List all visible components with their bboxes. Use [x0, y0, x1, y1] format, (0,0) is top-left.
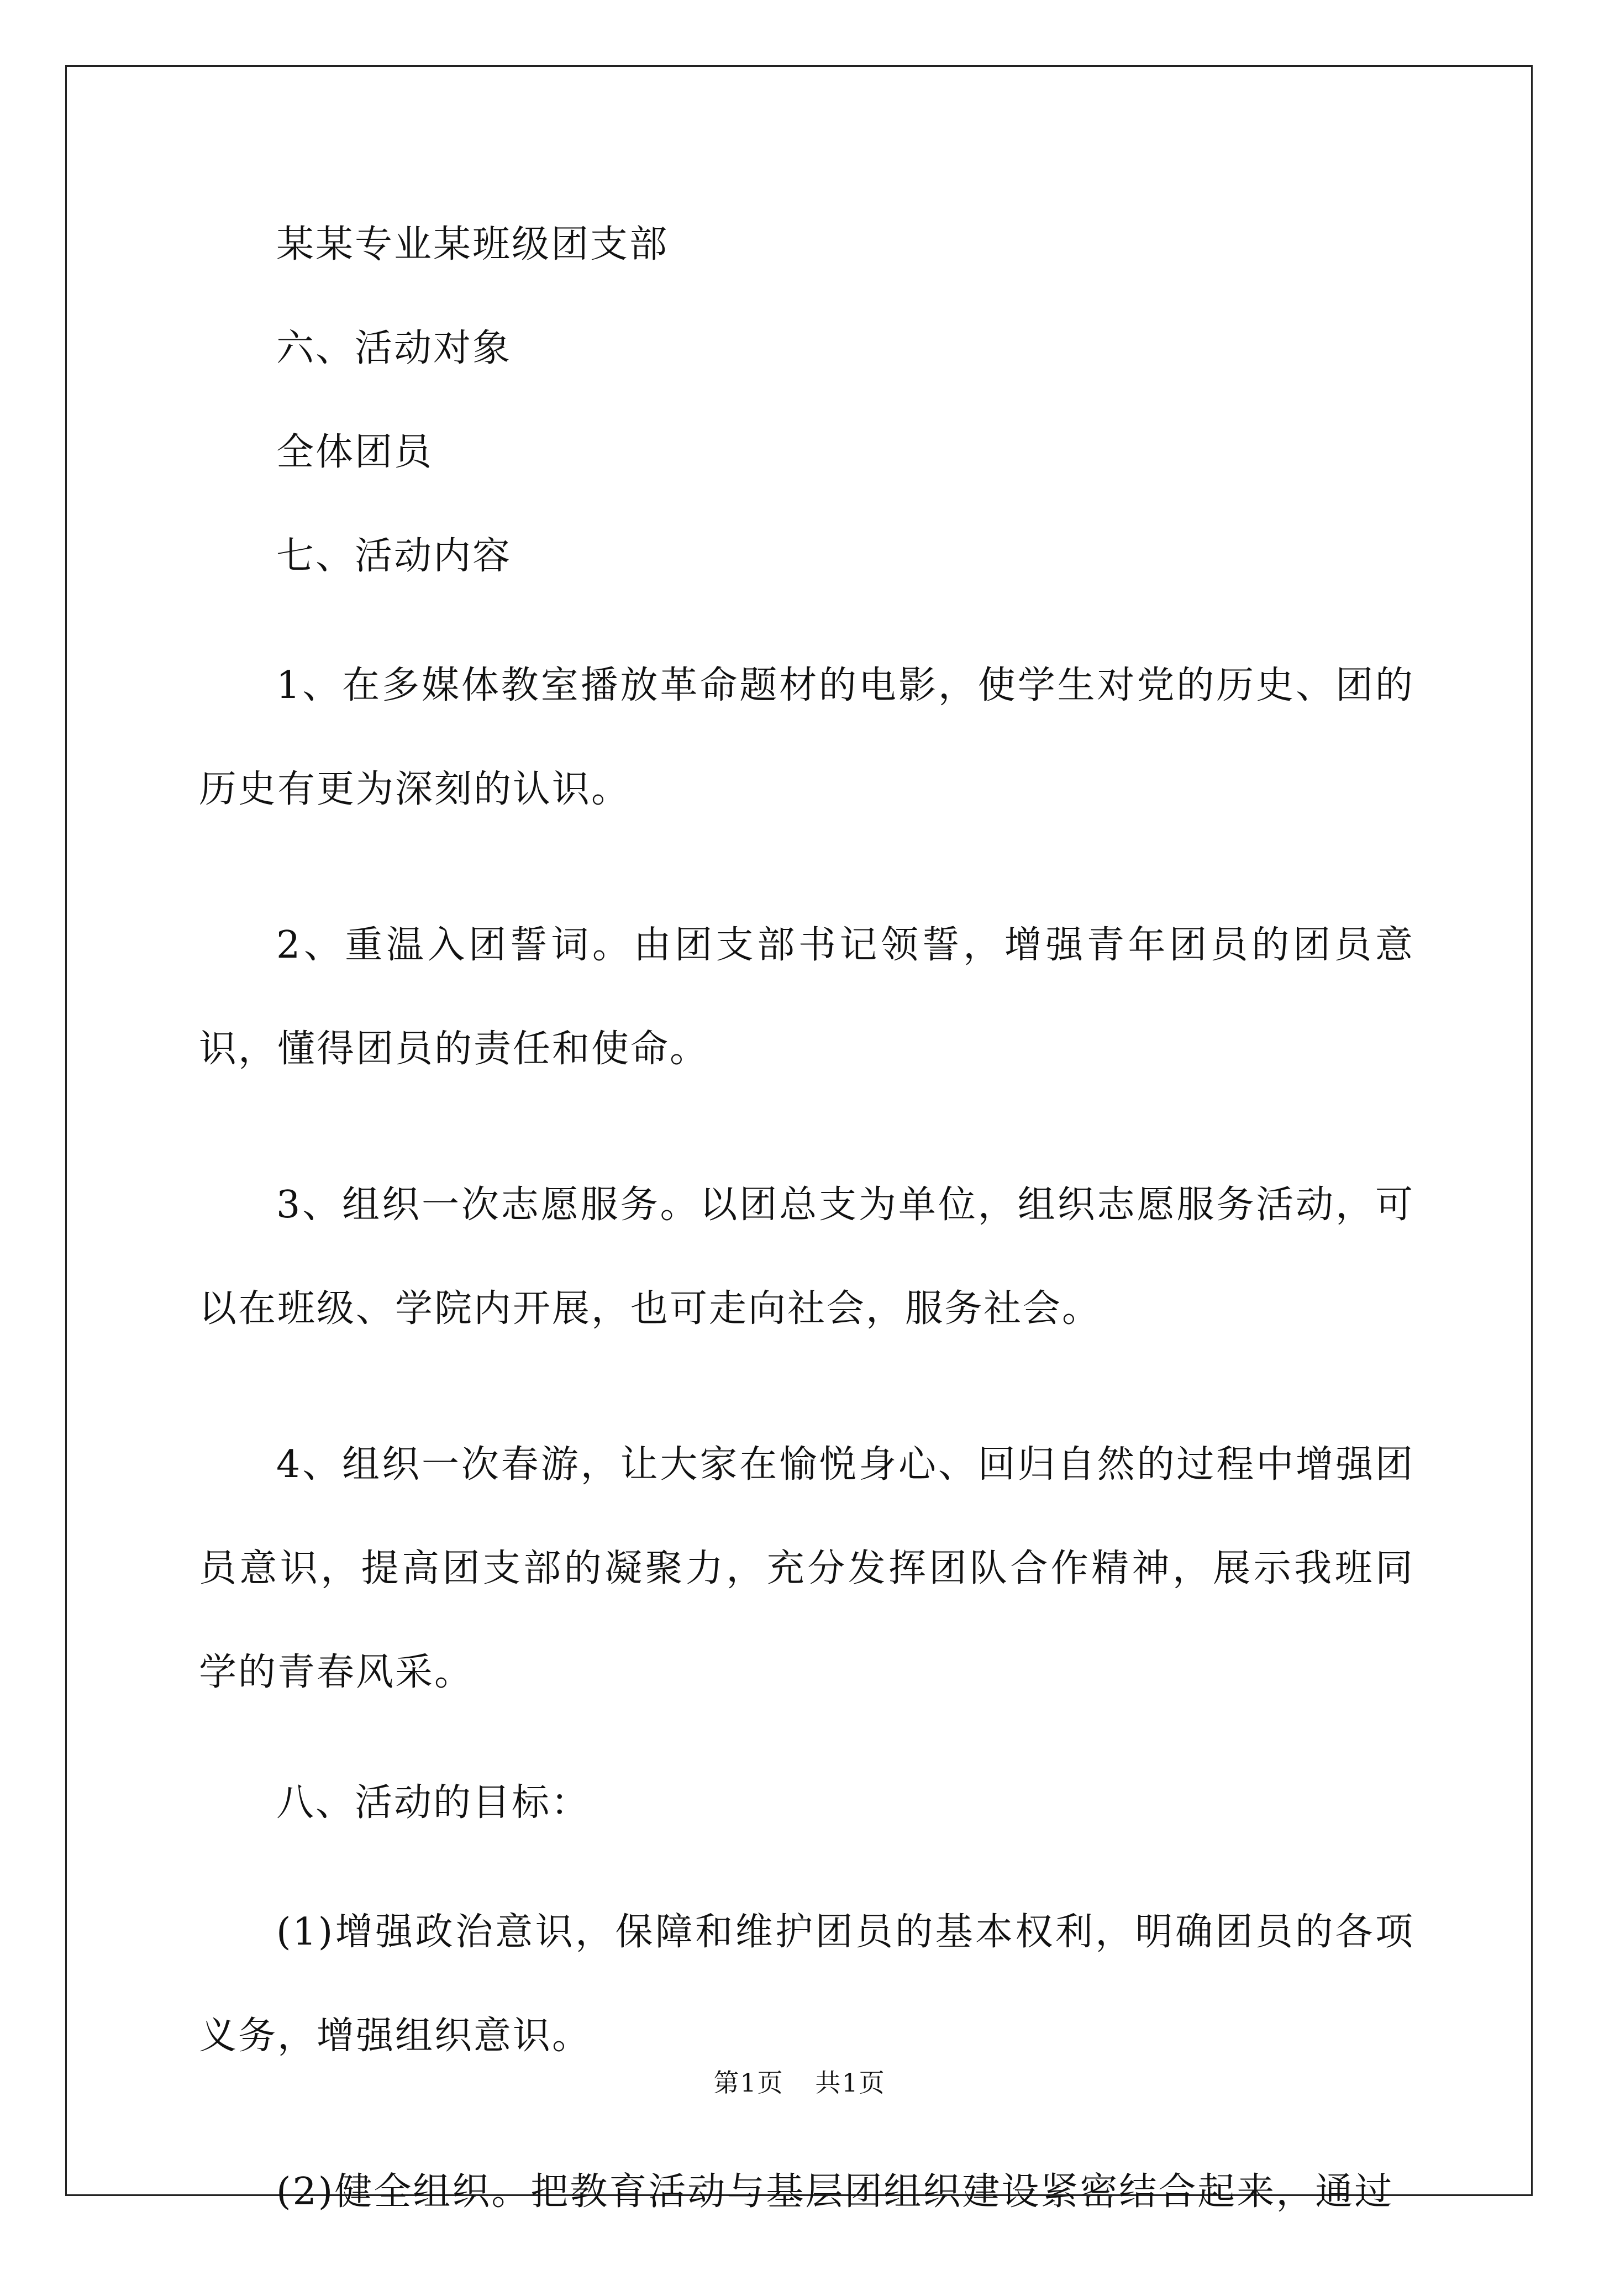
- page-total: 共1页: [815, 2068, 886, 2098]
- list-item-2: 2、重温入团誓词。由团支部书记领誓，增强青年团员的团员意识，懂得团员的责任和使命。: [199, 923, 1414, 1071]
- page-number: 第1页: [713, 2068, 784, 2098]
- section-heading-6: 六、活动对象: [276, 327, 512, 370]
- goal-item-2: (2)健全组织。把教育活动与基层团组织建设紧密结合起来，通过: [276, 2170, 1394, 2214]
- section-heading-7: 七、活动内容: [276, 534, 512, 578]
- list-item-1: 1、在多媒体教室播放革命题材的电影，使学生对党的历史、团的历史有更为深刻的认识。: [199, 664, 1414, 811]
- page-footer: [0, 2063, 1599, 2099]
- list-item-3: 3、组织一次志愿服务。以团总支为单位，组织志愿服务活动，可以在班级、学院内开展，也可走向社会，服务社会。: [199, 1183, 1414, 1331]
- paragraph-org: 某某专业某班级团支部: [276, 223, 669, 266]
- section-heading-8: 八、活动的目标：: [276, 1781, 591, 1825]
- paragraph-target: 全体团员: [276, 430, 434, 474]
- document-body: [199, 218, 1414, 2296]
- list-item-4: 4、组织一次春游，让大家在愉悦身心、回归自然的过程中增强团员意识，提高团支部的凝聚力，充分发挥团队合作精神，展示我班同学的青春风采。: [199, 1443, 1414, 1694]
- goal-item-1: (1)增强政治意识，保障和维护团员的基本权利，明确团员的各项义务，增强组织意识。: [199, 1910, 1414, 2058]
